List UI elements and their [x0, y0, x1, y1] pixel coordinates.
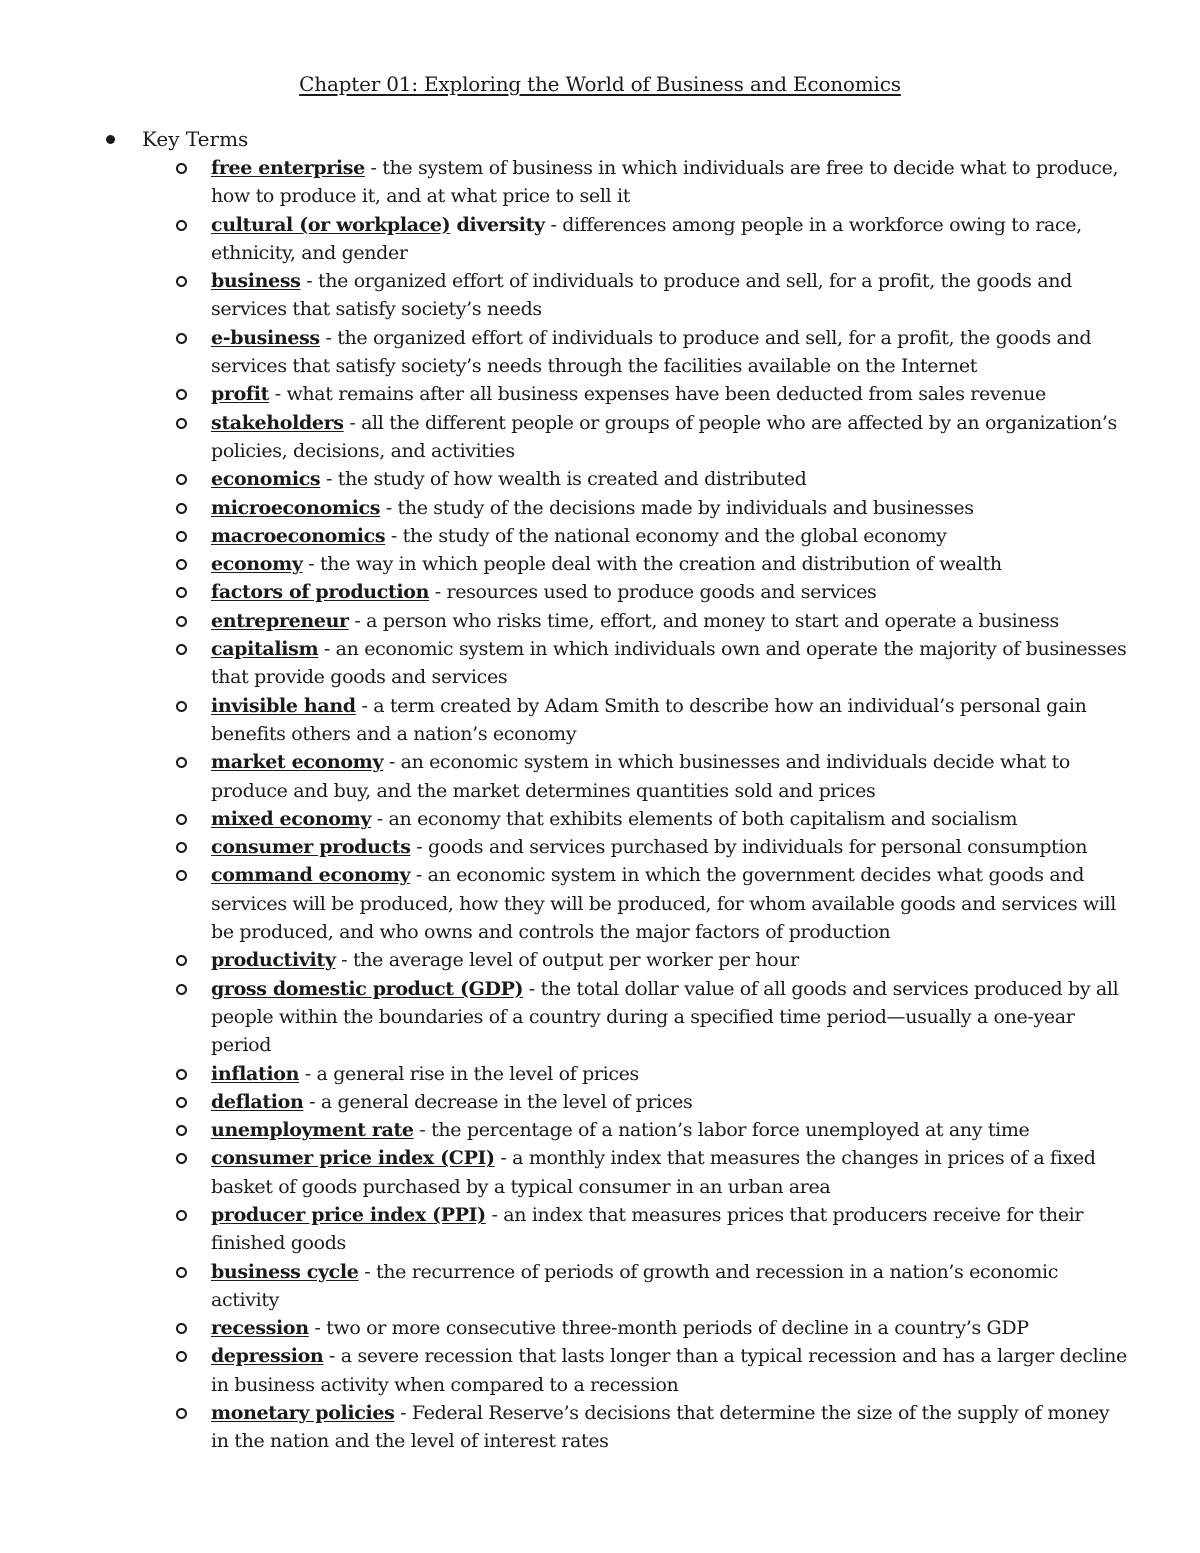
- term-definition: - an economy that exhibits elements of both capitalism and socialism: [371, 807, 1018, 830]
- key-terms-list: [100, 154, 1130, 1456]
- term-definition: - resources used to produce goods and services: [429, 581, 877, 604]
- term-definition: - the organized effort of individuals to produce and sell, for a profit, the goods and services that satisfy society’s needs: [211, 270, 1072, 321]
- disc-bullet-icon: [106, 135, 115, 144]
- term-list-item: [211, 1088, 1130, 1116]
- term-definition: - the study of how wealth is created and distributed: [320, 468, 807, 491]
- circle-bullet-icon: [176, 1069, 187, 1080]
- term-definition: - the way in which people deal with the creation and distribution of wealth: [302, 553, 1002, 576]
- circle-bullet-icon: [176, 389, 187, 400]
- term-definition: - the average level of output per worker per hour: [335, 949, 799, 972]
- circle-bullet-icon: [176, 418, 187, 429]
- circle-bullet-icon: [176, 1351, 187, 1362]
- term-name: consumer products: [211, 836, 411, 859]
- circle-bullet-icon: [176, 814, 187, 825]
- term-list-item: [211, 154, 1130, 211]
- circle-bullet-icon: [176, 1267, 187, 1278]
- term-definition: - two or more consecutive three-month periods of decline in a country’s GDP: [308, 1317, 1029, 1340]
- term-list-item: [211, 267, 1130, 324]
- circle-bullet-icon: [176, 701, 187, 712]
- term-definition: - goods and services purchased by individuals for personal consumption: [410, 836, 1088, 859]
- term-name: stakeholders: [211, 411, 344, 434]
- term-name: consumer price index (CPI): [211, 1147, 495, 1170]
- circle-bullet-icon: [176, 163, 187, 174]
- term-name: e-business: [211, 326, 320, 349]
- term-name: depression: [211, 1345, 324, 1368]
- term-name: economics: [211, 468, 321, 491]
- circle-bullet-icon: [176, 333, 187, 344]
- term-list-item: [211, 861, 1130, 946]
- term-name: command economy: [211, 864, 411, 887]
- term-list-item: [211, 833, 1130, 861]
- chapter-title: Chapter 01: Exploring the World of Business and Economics: [299, 72, 901, 96]
- term-list-item: [211, 494, 1130, 522]
- term-name: business: [211, 270, 301, 293]
- term-list-item: [211, 550, 1130, 578]
- circle-bullet-icon: [176, 1125, 187, 1136]
- term-name: unemployment rate: [211, 1119, 414, 1142]
- term-definition: - the study of the national economy and the global economy: [385, 524, 947, 547]
- circle-bullet-icon: [176, 220, 187, 231]
- term-definition: - the system of business in which individuals are free to decide what to produce, how to produce it, and at what price to sell it: [211, 157, 1119, 208]
- term-name: recession: [211, 1317, 309, 1340]
- term-name: capitalism: [211, 638, 319, 661]
- term-definition: - the study of the decisions made by individuals and businesses: [380, 496, 974, 519]
- circle-bullet-icon: [176, 1408, 187, 1419]
- term-definition: - an economic system in which individuals own and operate the majority of businesses that provide goods and services: [211, 638, 1127, 689]
- term-name: deflation: [211, 1090, 304, 1113]
- circle-bullet-icon: [176, 644, 187, 655]
- term-name: business cycle: [211, 1260, 359, 1283]
- term-name: entrepreneur: [211, 609, 349, 632]
- term-list-item: [211, 324, 1130, 381]
- term-definition: - a general decrease in the level of prices: [303, 1090, 693, 1113]
- term-definition: - differences among people in a workforce owing to race, ethnicity, and gender: [211, 213, 1082, 264]
- section-heading: [100, 126, 1130, 152]
- circle-bullet-icon: [176, 587, 187, 598]
- term-name-suffix: diversity: [450, 213, 545, 236]
- term-name: inflation: [211, 1062, 300, 1085]
- term-list-item: [211, 465, 1130, 493]
- term-definition: - a severe recession that lasts longer than a typical recession and has a larger decline in business activity when compared to a recession: [211, 1345, 1127, 1396]
- term-list-item: [211, 578, 1130, 606]
- term-definition: - a term created by Adam Smith to describe how an individual’s personal gain benefits others and a nation’s economy: [211, 694, 1087, 745]
- term-list-item: [211, 748, 1130, 805]
- term-name: economy: [211, 553, 303, 576]
- term-name: producer price index (PPI): [211, 1203, 486, 1226]
- term-definition: - an economic system in which businesses and individuals decide what to produce and buy, and the market determines quantities sold and prices: [211, 751, 1070, 802]
- term-definition: - the total dollar value of all goods and services produced by all people within the boundaries of a country during a specified time period—usually a one-year period: [211, 977, 1119, 1057]
- term-definition: - a person who risks time, effort, and money to start and operate a business: [348, 609, 1059, 632]
- term-name: factors of production: [211, 581, 430, 604]
- circle-bullet-icon: [176, 1153, 187, 1164]
- circle-bullet-icon: [176, 531, 187, 542]
- term-name: macroeconomics: [211, 524, 386, 547]
- circle-bullet-icon: [176, 842, 187, 853]
- term-list-item: [211, 1314, 1130, 1342]
- term-definition: - the organized effort of individuals to produce and sell, for a profit, the goods and services that satisfy society’s needs through the facilities available on the Internet: [211, 326, 1092, 378]
- term-list-item: [211, 1144, 1130, 1201]
- term-list-item: [211, 211, 1130, 268]
- term-name: productivity: [211, 949, 336, 972]
- term-list-item: [211, 692, 1130, 749]
- term-name: monetary policies: [211, 1402, 395, 1425]
- term-name: profit: [211, 383, 270, 406]
- term-definition: - the recurrence of periods of growth and recession in a nation’s economic activity: [211, 1260, 1059, 1311]
- circle-bullet-icon: [176, 1210, 187, 1221]
- term-list-item: [211, 1399, 1130, 1456]
- term-name: gross domestic product (GDP): [211, 977, 524, 1000]
- term-name: market economy: [211, 751, 384, 774]
- term-definition: - all the different people or groups of people who are affected by an organization’s policies, decisions, and activities: [211, 411, 1117, 462]
- term-list-item: [211, 607, 1130, 635]
- circle-bullet-icon: [176, 984, 187, 995]
- term-list-item: [211, 1201, 1130, 1258]
- term-name: microeconomics: [211, 496, 381, 519]
- term-list-item: [211, 1342, 1130, 1399]
- term-list-item: [211, 635, 1130, 692]
- term-definition: - Federal Reserve’s decisions that determine the size of the supply of money in the nation and the level of interest rates: [211, 1402, 1110, 1453]
- circle-bullet-icon: [176, 559, 187, 570]
- term-list-item: [211, 409, 1130, 466]
- term-name: invisible hand: [211, 694, 356, 717]
- term-definition: - a general rise in the level of prices: [299, 1062, 639, 1085]
- term-definition: - what remains after all business expenses have been deducted from sales revenue: [269, 383, 1046, 406]
- circle-bullet-icon: [176, 1323, 187, 1334]
- term-list-item: [211, 1060, 1130, 1088]
- circle-bullet-icon: [176, 616, 187, 627]
- circle-bullet-icon: [176, 1097, 187, 1108]
- term-definition: - the percentage of a nation’s labor force unemployed at any time: [413, 1119, 1030, 1142]
- term-list-item: [211, 380, 1130, 408]
- term-definition: - an index that measures prices that producers receive for their finished goods: [211, 1203, 1084, 1255]
- circle-bullet-icon: [176, 955, 187, 966]
- term-name: free enterprise: [211, 157, 365, 179]
- circle-bullet-icon: [176, 276, 187, 287]
- term-list-item: [211, 1116, 1130, 1144]
- circle-bullet-icon: [176, 870, 187, 881]
- term-list-item: [211, 946, 1130, 974]
- key-terms-section: [100, 126, 1130, 1456]
- term-list-item: [211, 1258, 1130, 1315]
- section-heading-label: Key Terms: [142, 127, 249, 151]
- circle-bullet-icon: [176, 474, 187, 485]
- term-name: mixed economy: [211, 807, 372, 830]
- term-list-item: [211, 805, 1130, 833]
- term-definition: - a monthly index that measures the changes in prices of a fixed basket of goods purchased by a typical consumer in an urban area: [211, 1147, 1096, 1198]
- term-definition: - an economic system in which the government decides what goods and services will be produced, how they will be produced, for whom available goods and services will be produced, and who owns and controls the major factors of production: [211, 864, 1117, 944]
- circle-bullet-icon: [176, 757, 187, 768]
- term-list-item: [211, 975, 1130, 1060]
- term-name: cultural (or workplace): [211, 213, 451, 236]
- term-list-item: [211, 522, 1130, 550]
- circle-bullet-icon: [176, 503, 187, 514]
